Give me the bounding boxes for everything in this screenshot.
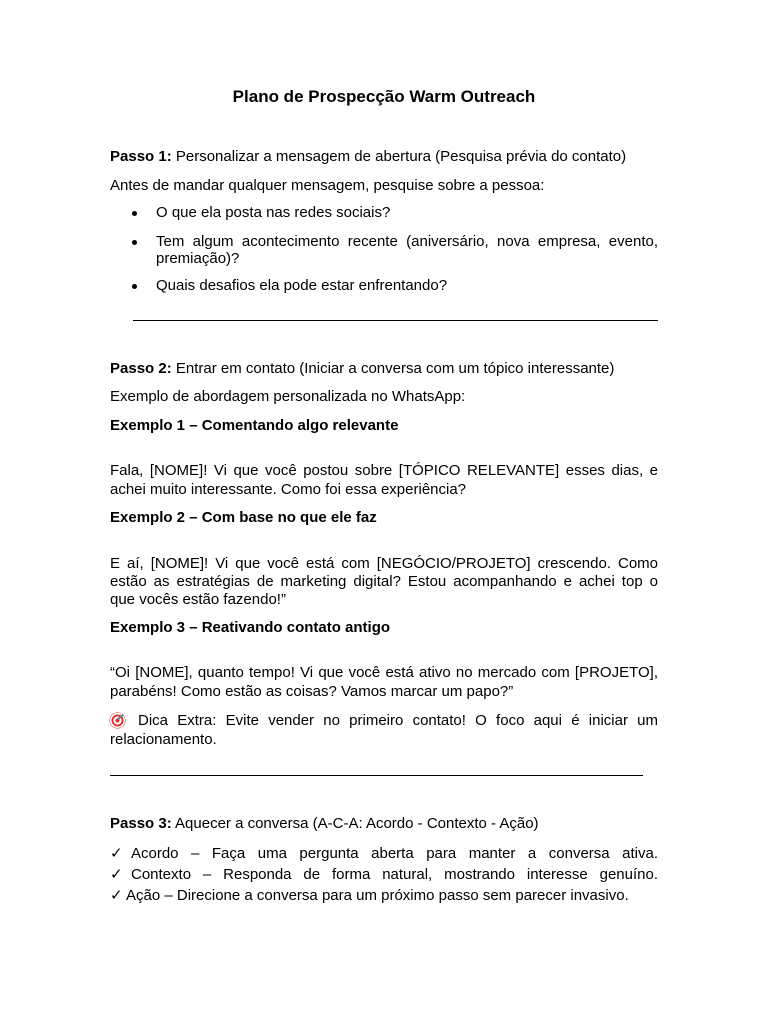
example-1-title: Exemplo 1 – Comentando algo relevante	[110, 417, 399, 434]
passo2-heading	[110, 360, 614, 378]
check-icon: ✓	[110, 845, 123, 862]
passo1-heading-text: Personalizar a mensagem de abertura (Pesquisa prévia do contato)	[171, 148, 627, 165]
tip-line-1: Dica Extra: Evite vender no primeiro contato! O foco aqui é iniciar um	[138, 712, 658, 729]
example-3-title: Exemplo 3 – Reativando contato antigo	[110, 619, 391, 636]
divider-line	[110, 775, 643, 776]
passo1-heading	[110, 148, 626, 166]
example-2-line-3: que vocês estão fazendo!”	[110, 591, 286, 608]
target-icon	[110, 713, 125, 731]
passo3-label: Passo 3:	[110, 815, 172, 832]
passo1-bullet-1: O que ela posta nas redes sociais?	[156, 204, 391, 221]
passo2-heading-text: Entrar em contato (Iniciar a conversa com um tópico interessante)	[171, 360, 615, 377]
example-1-line-1: Fala, [NOME]! Vi que você postou sobre [TÓPICO RELEVANTE] esses dias, e	[110, 462, 658, 479]
passo3-heading-text: Aquecer a conversa (A-C-A: Acordo - Contexto - Ação)	[171, 815, 539, 832]
example-3-line-2: parabéns! Como estão as coisas? Vamos marcar um papo?”	[110, 683, 514, 700]
divider-line	[133, 320, 658, 321]
example-1-line-2: achei muito interessante. Como foi essa experiência?	[110, 481, 467, 498]
bullet-dot	[132, 240, 137, 245]
passo3-item-3: Ação – Direcione a conversa para um próximo passo sem parecer invasivo.	[126, 887, 629, 904]
example-2-title: Exemplo 2 – Com base no que ele faz	[110, 509, 377, 526]
tip-line-2: relacionamento.	[110, 731, 217, 748]
bullet-dot	[132, 211, 137, 216]
passo3-item-2: Contexto – Responda de forma natural, mostrando interesse genuíno.	[131, 866, 658, 883]
example-2-line-2: estão as estratégias de marketing digital? Estou acompanhando e achei top o	[110, 573, 658, 590]
passo1-bullet-2: Tem algum acontecimento recente (aniversário, nova empresa, evento,	[156, 233, 658, 250]
passo2-intro: Exemplo de abordagem personalizada no WhatsApp:	[110, 388, 466, 405]
passo3-heading	[110, 815, 539, 833]
bullet-dot	[132, 284, 137, 289]
example-3-line-1: “Oi [NOME], quanto tempo! Vi que você está ativo no mercado com [PROJETO],	[110, 664, 658, 681]
passo1-label: Passo 1:	[110, 148, 172, 165]
example-2-line-1: E aí, [NOME]! Vi que você está com [NEGÓCIO/PROJETO] crescendo. Como	[110, 555, 658, 572]
passo1-bullet-2-cont: premiação)?	[156, 250, 240, 267]
passo1-intro: Antes de mandar qualquer mensagem, pesquise sobre a pessoa:	[110, 177, 545, 194]
check-icon: ✓	[110, 887, 123, 904]
passo3-item-1: Acordo – Faça uma pergunta aberta para manter a conversa ativa.	[131, 845, 658, 862]
passo2-label: Passo 2:	[110, 360, 172, 377]
document-title: Plano de Prospecção Warm Outreach	[232, 87, 536, 106]
passo1-bullet-3: Quais desafios ela pode estar enfrentando?	[156, 277, 448, 294]
check-icon: ✓	[110, 866, 123, 883]
